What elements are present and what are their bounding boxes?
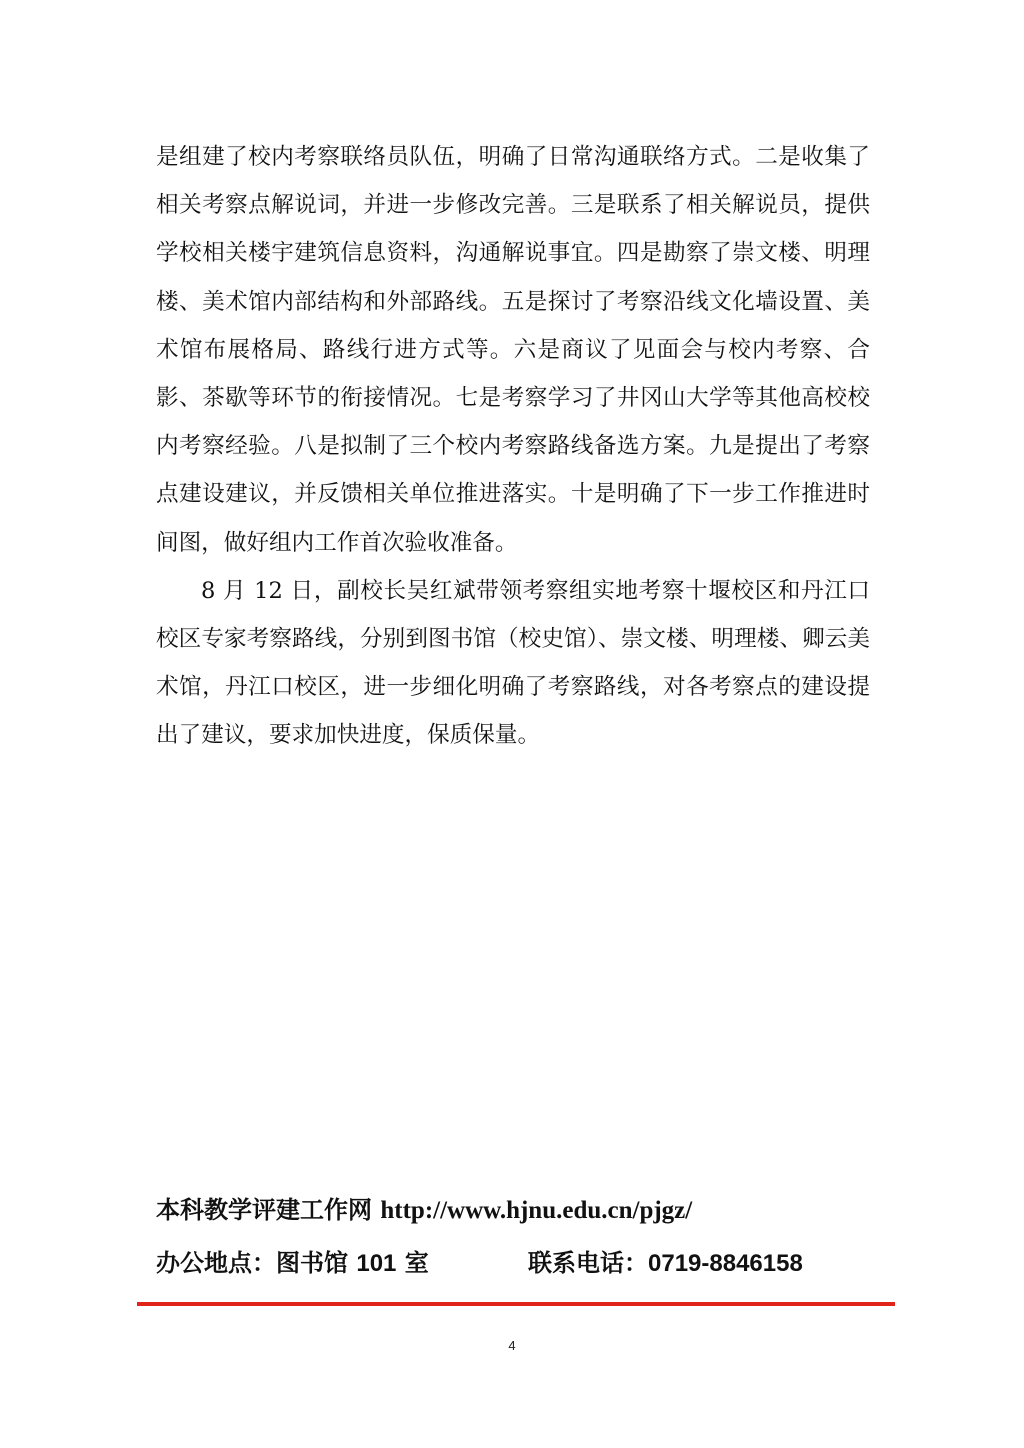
footer-red-rule [137,1302,895,1306]
footer-website [156,1192,896,1229]
page-number: 4 [508,1338,516,1353]
paragraph-work-items: 是组建了校内考察联络员队伍，明确了日常沟通联络方式。二是收集了相关考察点解说词，并进一步修改完善。三是联系了相关解说员，提供学校相关楼宇建筑信息资料，沟通解说事宜。四是勘察了崇文楼、明理楼、美术馆内部结构和外部路线。五是探讨了考察沿线文化墙设置、美术馆布展格局、路线行进方式等。六是商议了见面会与校内考察、合影、茶歇等环节的衔接情况。七是考察学习了井冈山大学等其他高校校内考察经验。八是拟制了三个校内考察路线备选方案。九是提出了考察点建设建议，并反馈相关单位推进落实。十是明确了下一步工作推进时间图，做好组内工作首次验收准备。 [156,144,870,556]
office-room-suffix: 室 [404,1248,429,1277]
office-location: 图书馆 [276,1248,348,1277]
office-label: 办公地点： [156,1248,276,1277]
body-text [156,133,870,760]
phone-contact [528,1245,803,1282]
phone-label: 联系电话： [528,1248,648,1277]
website-label: 本科教学评建工作网 [156,1195,372,1224]
office-room-number: 101 [356,1250,397,1277]
website-url[interactable]: http://www.hjnu.edu.cn/pjgz/ [380,1197,693,1224]
footer-contact [156,1245,896,1282]
paragraph-aug-12-inspection: 8 月 12 日，副校长吴红斌带领考察组实地考察十堰校区和丹江口校区专家考察路线，分别到图书馆（校史馆）、崇文楼、明理楼、卿云美术馆，丹江口校区，进一步细化明确了考察路线，对各考察点的建设提出了建议，要求加快进度，保质保量。 [156,577,870,749]
phone-number: 0719-8846158 [648,1250,803,1277]
